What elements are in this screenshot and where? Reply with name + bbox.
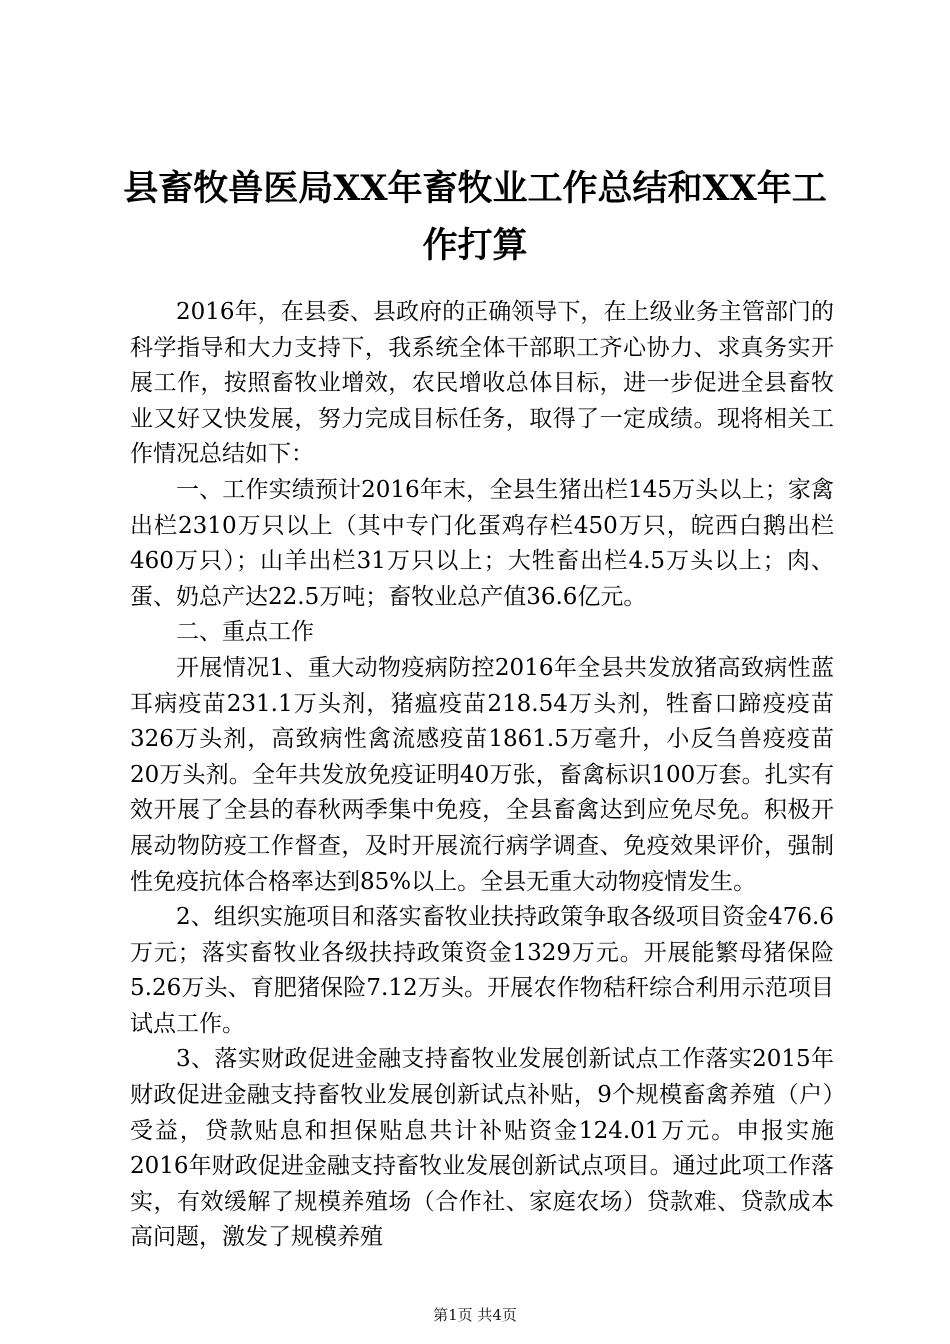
document-title: 县畜牧兽医局XX年畜牧业工作总结和XX年工作打算 [123,168,827,266]
paragraph-projects-policy: 2、组织实施项目和落实畜牧业扶持政策争取各级项目资金476.6万元；落实畜牧业各级扶持政策资金1329万元。开展能繁母猪保险5.26万头、育肥猪保险7.12万头。开展农作物秸秆综合利用示范项目试点工作。 [130,904,834,1037]
paragraph-achievements: 一、工作实绩预计2016年末，全县生猪出栏145万头以上；家禽出栏2310万只以上（其中专门化蛋鸡存栏450万只，皖西白鹅出栏460万只）；山羊出栏31万只以上；大牲畜出栏4.5万头以上；肉、蛋、奶总产达22.5万吨；畜牧业总产值36.6亿元。 [130,476,834,610]
paragraph-key-work-heading: 二、重点工作 [176,619,314,646]
paragraph-intro: 2016年，在县委、县政府的正确领导下，在上级业务主管部门的科学指导和大力支持下，我系统全体干部职工齐心协力、求真务实开展工作，按照畜牧业增效，农民增收总体目标，进一步促进全县畜牧业又好又快发展，努力完成目标任务，取得了一定成绩。现将相关工作情况总结如下： [130,299,834,468]
paragraph-finance-pilot: 3、落实财政促进金融支持畜牧业发展创新试点工作落实2015年财政促进金融支持畜牧业发展创新试点补贴，9个规模畜禽养殖（户）受益，贷款贴息和担保贴息共计补贴资金124.01万元。申报实施2016年财政促进金融支持畜牧业发展创新试点项目。通过此项工作落实，有效缓解了规模养殖场（合作社、家庭农场）贷款难、贷款成本高问题，激发了规模养殖 [130,1046,834,1251]
page-footer: 第1页 共4页 [433,1306,517,1324]
document-body [130,295,834,1256]
paragraph-disease-control: 开展情况1、重大动物疫病防控2016年全县共发放猪高致病性蓝耳病疫苗231.1万头剂，猪瘟疫苗218.54万头剂，牲畜口蹄疫疫苗326万头剂，高致病性禽流感疫苗1861.5万毫升，小反刍兽疫疫苗20万头剂。全年共发放免疫证明40万张，畜禽标识100万套。扎实有效开展了全县的春秋两季集中免疫，全县畜禽达到应免尽免。积极开展动物防疫工作督查，及时开展流行病学调查、免疫效果评价，强制性免疫抗体合格率达到85%以上。全县无重大动物疫情发生。 [130,654,834,895]
